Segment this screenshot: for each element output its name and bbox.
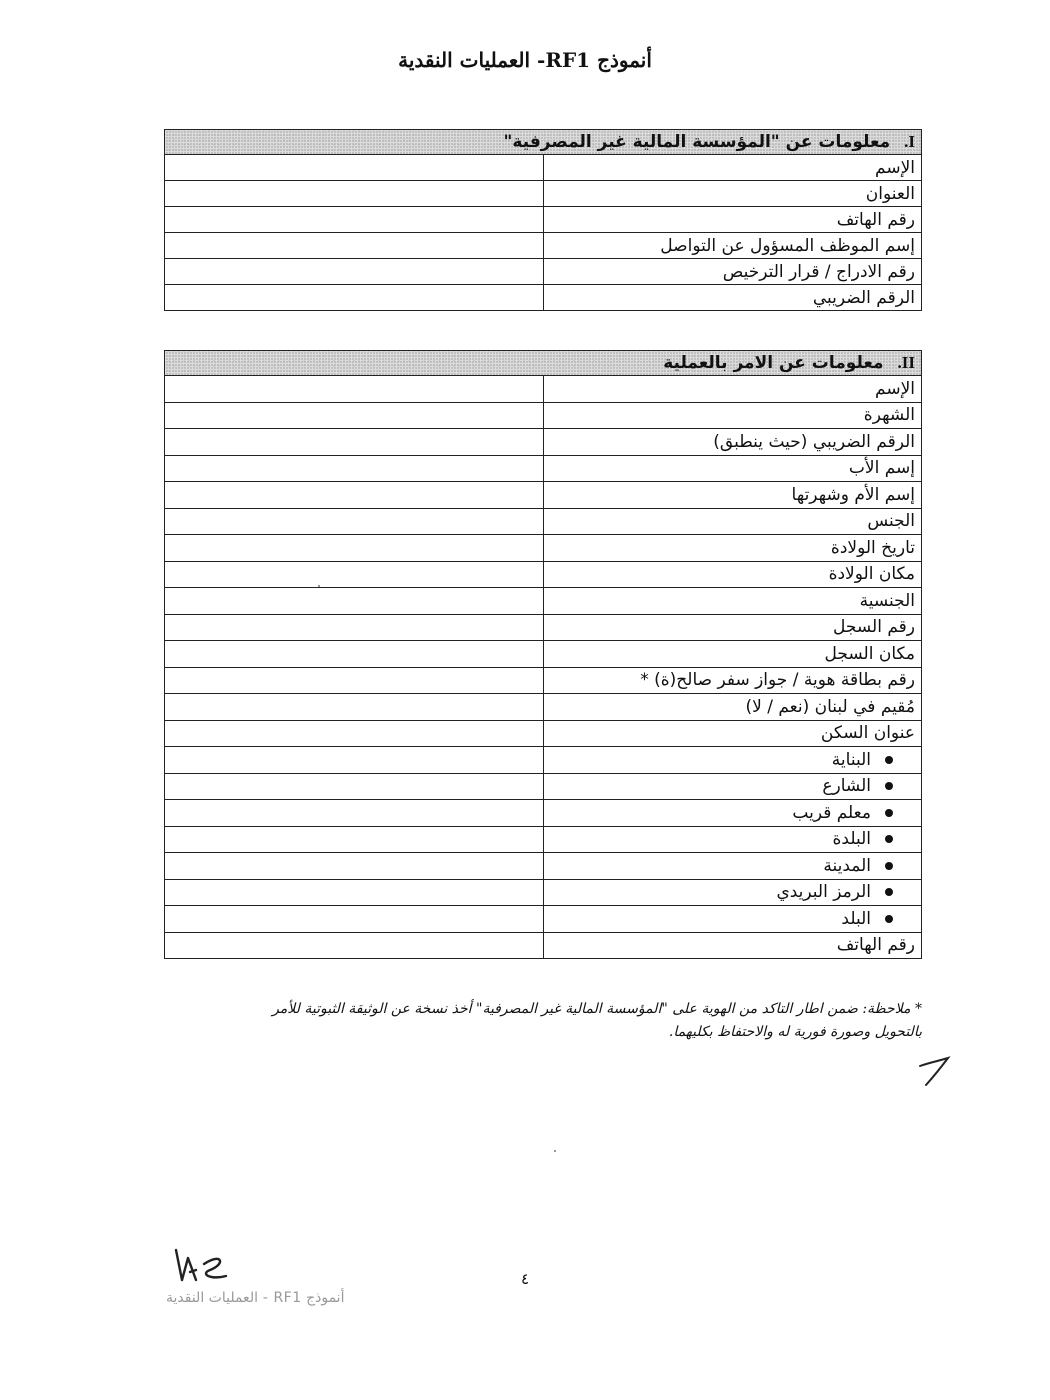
field-label-cell: [543, 207, 922, 233]
field-label-cell: [543, 561, 922, 588]
field-label-cell: [543, 535, 922, 562]
field-label-cell: [543, 906, 922, 933]
field-label-cell: [543, 402, 922, 429]
field-value-cell[interactable]: [165, 482, 544, 509]
form-row: [165, 535, 922, 562]
field-label: الرقم الضريبي (حيث ينطبق): [713, 431, 915, 452]
form-row: [165, 155, 922, 181]
field-label: مكان الولادة: [828, 564, 915, 585]
field-value-cell[interactable]: [165, 207, 544, 233]
field-value-cell[interactable]: [165, 641, 544, 668]
field-label: مُقيم في لبنان (نعم / لا): [745, 696, 915, 717]
field-value-cell[interactable]: [165, 614, 544, 641]
form-row: [165, 482, 922, 509]
field-value-cell[interactable]: [165, 535, 544, 562]
field-value-cell[interactable]: [165, 508, 544, 535]
form-row: [165, 233, 922, 259]
field-value-cell[interactable]: [165, 181, 544, 207]
field-value-cell[interactable]: [165, 667, 544, 694]
field-label: الجنس: [867, 511, 915, 532]
field-label-cell: [543, 773, 922, 800]
form-row: [165, 429, 922, 456]
field-value-cell[interactable]: [165, 720, 544, 747]
field-value-cell[interactable]: [165, 826, 544, 853]
field-label: رقم السجل: [833, 617, 915, 638]
form-row: [165, 402, 922, 429]
field-label: مكان السجل: [824, 643, 915, 664]
bullet-icon: [885, 809, 893, 817]
address-row: [165, 853, 922, 880]
field-value-cell[interactable]: [165, 455, 544, 482]
field-label: الجنسية: [859, 590, 915, 611]
page-number: ٤: [520, 1270, 530, 1288]
field-label: رقم بطاقة هوية / جواز سفر صالح(ة) *: [640, 670, 915, 691]
field-label-cell: [543, 667, 922, 694]
field-label: البلد: [841, 908, 871, 929]
form-row: [165, 207, 922, 233]
field-value-cell[interactable]: [165, 561, 544, 588]
field-label: الرمز البريدي: [776, 882, 871, 903]
form-row: [165, 508, 922, 535]
field-value-cell[interactable]: [165, 155, 544, 181]
bullet-icon: [885, 756, 893, 764]
field-label: الإسم: [875, 157, 915, 178]
field-label: رقم الهاتف: [836, 935, 915, 956]
field-label-cell: [543, 694, 922, 721]
handwritten-mark-icon: [914, 1054, 954, 1088]
order-party-info-table: [164, 350, 922, 959]
form-row: [165, 641, 922, 668]
address-row: [165, 906, 922, 933]
form-row: [165, 561, 922, 588]
form-row: [165, 694, 922, 721]
field-label-cell: [543, 429, 922, 456]
field-value-cell[interactable]: [165, 402, 544, 429]
field-value-cell[interactable]: [165, 694, 544, 721]
field-label: الشهرة: [863, 405, 915, 426]
field-value-cell[interactable]: [165, 747, 544, 774]
bullet-icon: [885, 782, 893, 790]
field-label-cell: [543, 800, 922, 827]
form-row: [165, 588, 922, 615]
field-label-cell: [543, 482, 922, 509]
field-label: رقم الادراج / قرار الترخيص: [722, 261, 915, 282]
address-row: [165, 747, 922, 774]
field-value-cell[interactable]: [165, 429, 544, 456]
footnote: [166, 998, 922, 1044]
page-title: أنموذج RF1- العمليات النقدية: [398, 48, 652, 72]
field-label: العنوان: [865, 183, 915, 204]
field-label-cell: [543, 932, 922, 959]
field-label-cell: [543, 614, 922, 641]
section-header: [165, 130, 922, 155]
field-value-cell[interactable]: [165, 800, 544, 827]
field-value-cell[interactable]: [165, 906, 544, 933]
form-row: [165, 614, 922, 641]
form-row: [165, 259, 922, 285]
field-label: تاريخ الولادة: [830, 537, 915, 558]
institution-info-table: [164, 129, 922, 311]
scan-speck: [318, 585, 320, 587]
section-number: II.: [897, 353, 915, 372]
section-title: معلومات عن الامر بالعملية: [663, 353, 884, 373]
bullet-icon: [885, 915, 893, 923]
form-row: [165, 376, 922, 403]
field-value-cell[interactable]: [165, 932, 544, 959]
section-title: معلومات عن "المؤسسة المالية غير المصرفية": [503, 132, 891, 152]
section-header: [165, 351, 922, 376]
field-label: البلدة: [832, 829, 871, 850]
field-label-cell: [543, 747, 922, 774]
field-label: عنوان السكن: [820, 723, 915, 744]
address-row: [165, 773, 922, 800]
field-label-cell: [543, 181, 922, 207]
field-label: رقم الهاتف: [836, 209, 915, 230]
form-row: [165, 285, 922, 311]
field-label-cell: [543, 259, 922, 285]
footnote-line: بالتحويل وصورة فورية له والاحتفاظ بكليهما.: [668, 1024, 922, 1040]
field-value-cell[interactable]: [165, 233, 544, 259]
field-label-cell: [543, 879, 922, 906]
field-label: البناية: [831, 749, 871, 770]
field-label: الإسم: [875, 378, 915, 399]
field-label: معلم قريب: [792, 802, 871, 823]
field-value-cell[interactable]: [165, 879, 544, 906]
field-label-cell: [543, 455, 922, 482]
field-label: الرقم الضريبي: [812, 287, 915, 308]
field-value-cell[interactable]: [165, 773, 544, 800]
field-label-cell: [543, 508, 922, 535]
address-row: [165, 826, 922, 853]
bullet-icon: [885, 888, 893, 896]
field-value-cell[interactable]: [165, 853, 544, 880]
field-label: إسم الأب: [848, 458, 915, 479]
section-number: I.: [904, 132, 915, 151]
field-label: إسم الموظف المسؤول عن التواصل: [660, 235, 915, 256]
field-label: إسم الأم وشهرتها: [791, 484, 915, 505]
form-row: [165, 720, 922, 747]
form-row: [165, 667, 922, 694]
field-label-cell: [543, 376, 922, 403]
field-label-cell: [543, 720, 922, 747]
form-row: [165, 455, 922, 482]
field-label-cell: [543, 641, 922, 668]
field-value-cell[interactable]: [165, 588, 544, 615]
field-label-cell: [543, 853, 922, 880]
footer-text: أنموذج RF1 - العمليات النقدية: [166, 1290, 345, 1306]
address-row: [165, 800, 922, 827]
bullet-icon: [885, 862, 893, 870]
field-label: المدينة: [823, 855, 871, 876]
form-row: [165, 932, 922, 959]
field-label-cell: [543, 285, 922, 311]
address-row: [165, 879, 922, 906]
form-row: [165, 181, 922, 207]
field-label-cell: [543, 826, 922, 853]
field-value-cell[interactable]: [165, 259, 544, 285]
field-value-cell[interactable]: [165, 376, 544, 403]
field-label-cell: [543, 588, 922, 615]
field-value-cell[interactable]: [165, 285, 544, 311]
bullet-icon: [885, 835, 893, 843]
field-label: الشارع: [822, 776, 871, 797]
field-label-cell: [543, 155, 922, 181]
field-label-cell: [543, 233, 922, 259]
scan-speck: [554, 1150, 556, 1152]
footnote-line: * ملاحظة: ضمن اطار التاكد من الهوية على "المؤسسة المالية غير المصرفية" أخذ نسخة عن الوثيقة الثبوتية للأمر: [272, 1001, 922, 1017]
